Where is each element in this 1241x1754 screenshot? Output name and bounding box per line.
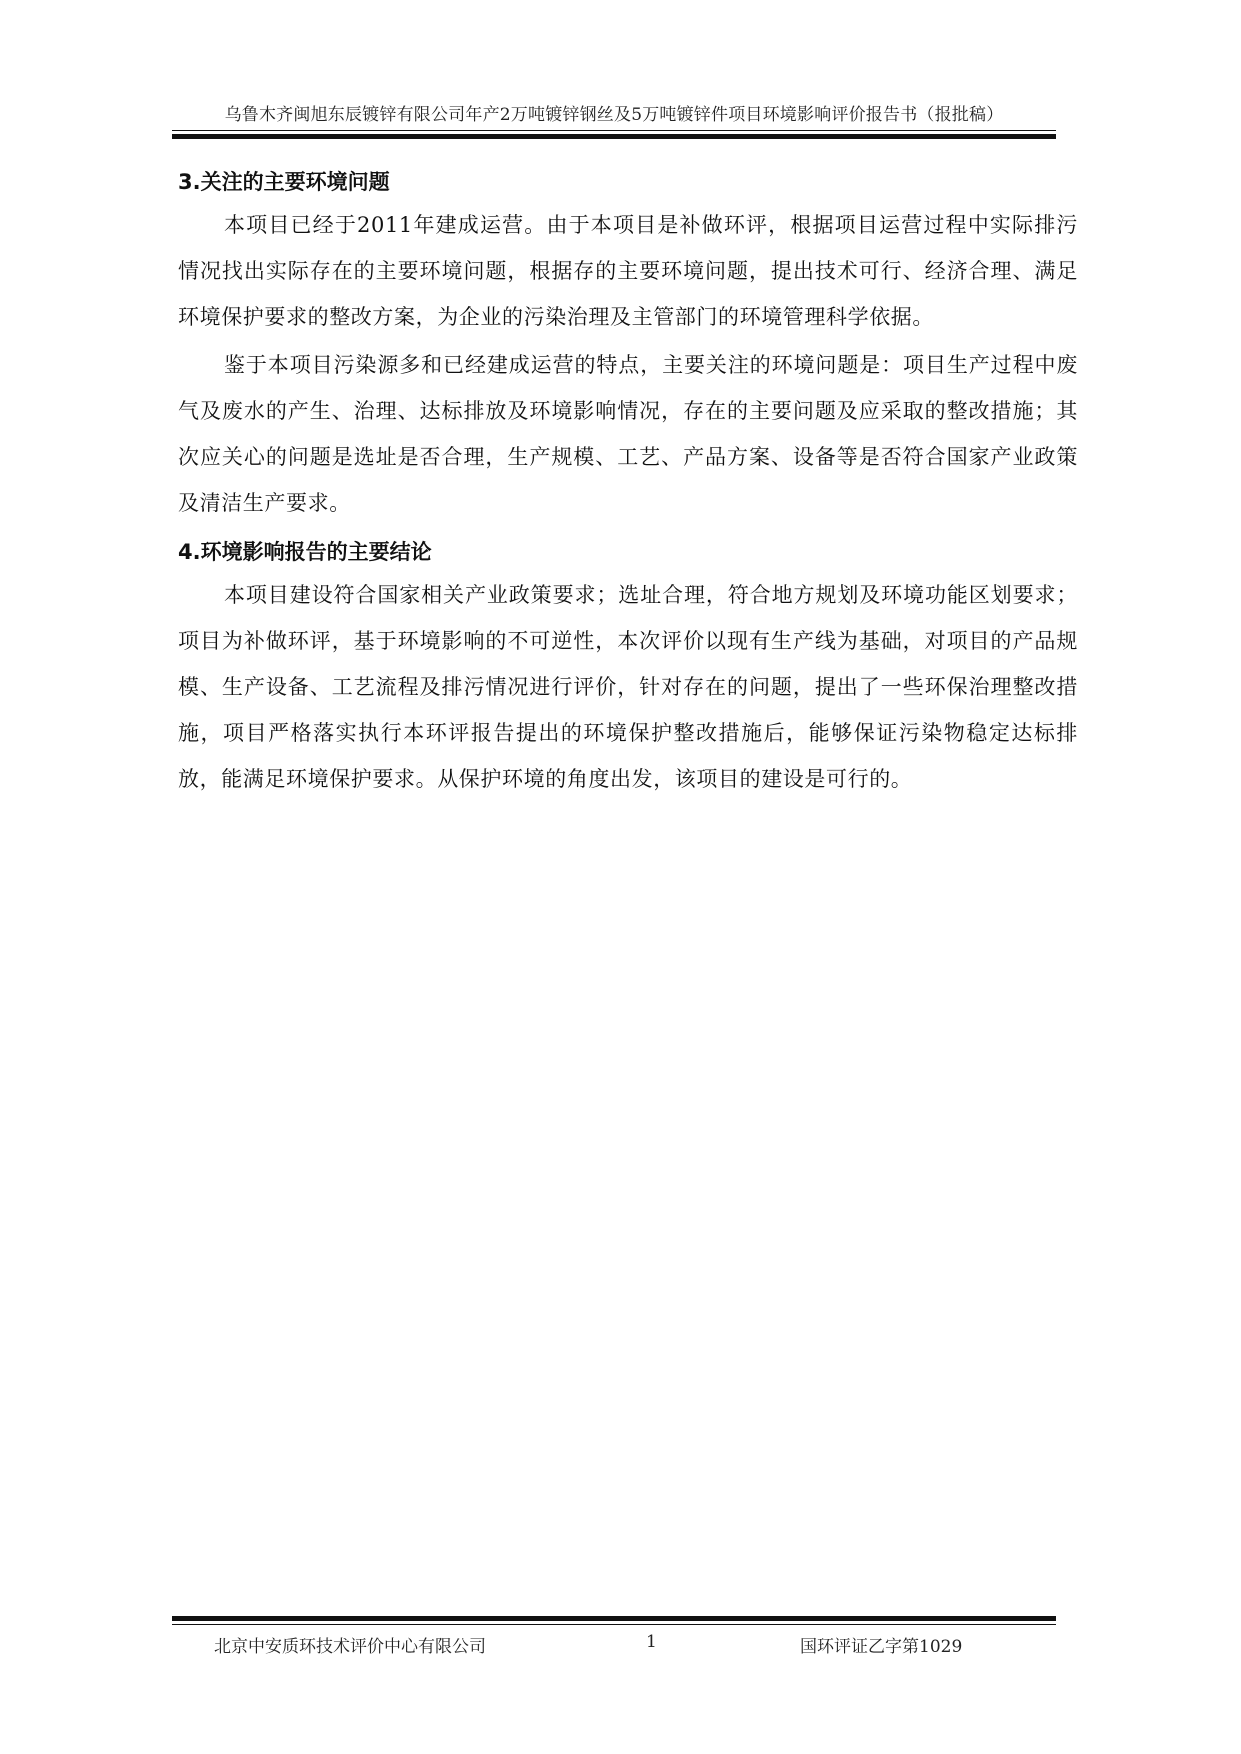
footer-organization: 北京中安质环技术评价中心有限公司 bbox=[214, 1637, 486, 1657]
paragraph: 本项目建设符合国家相关产业政策要求；选址合理，符合地方规划及环境功能区划要求；项目为补做环评，基于环境影响的不可逆性，本次评价以现有生产线为基础，对项目的产品规模、生产设备、工艺流程及排污情况进行评价，针对存在的问题，提出了一些环保治理整改措施，项目严格落实执行本环评报告提出的环境保护整改措施后，能够保证污染物稳定达标排放，能满足环境保护要求。从保护环境的角度出发，该项目的建设是可行的。 bbox=[178, 583, 1078, 791]
section-heading: 3.关注的主要环境问题 bbox=[178, 170, 390, 194]
document-body bbox=[178, 162, 1078, 804]
section-heading: 4.环境影响报告的主要结论 bbox=[178, 540, 432, 564]
page-number: 1 bbox=[646, 1632, 657, 1652]
footer-certificate: 国环评证乙字第1029 bbox=[800, 1637, 963, 1657]
section-4 bbox=[178, 532, 1078, 802]
paragraph: 鉴于本项目污染源多和已经建成运营的特点，主要关注的环境问题是：项目生产过程中废气及废水的产生、治理、达标排放及环境影响情况，存在的主要问题及应采取的整改措施；其次应关心的问题是选址是否合理，生产规模、工艺、产品方案、设备等是否符合国家产业政策及清洁生产要求。 bbox=[178, 353, 1078, 515]
header-rule-thick bbox=[172, 134, 1056, 139]
footer-rule-thick bbox=[172, 1616, 1056, 1621]
paragraph: 本项目已经于2011年建成运营。由于本项目是补做环评，根据项目运营过程中实际排污情况找出实际存在的主要环境问题，根据存的主要环境问题，提出技术可行、经济合理、满足环境保护要求的整改方案，为企业的污染治理及主管部门的环境管理科学依据。 bbox=[178, 213, 1078, 329]
page-header-title: 乌鲁木齐闽旭东辰镀锌有限公司年产2万吨镀锌钢丝及5万吨镀锌件项目环境影响评价报告书（报批稿） bbox=[224, 105, 1004, 125]
footer-rule-thin bbox=[172, 1624, 1056, 1625]
header-rule-thin bbox=[172, 130, 1056, 131]
section-3 bbox=[178, 162, 1078, 526]
